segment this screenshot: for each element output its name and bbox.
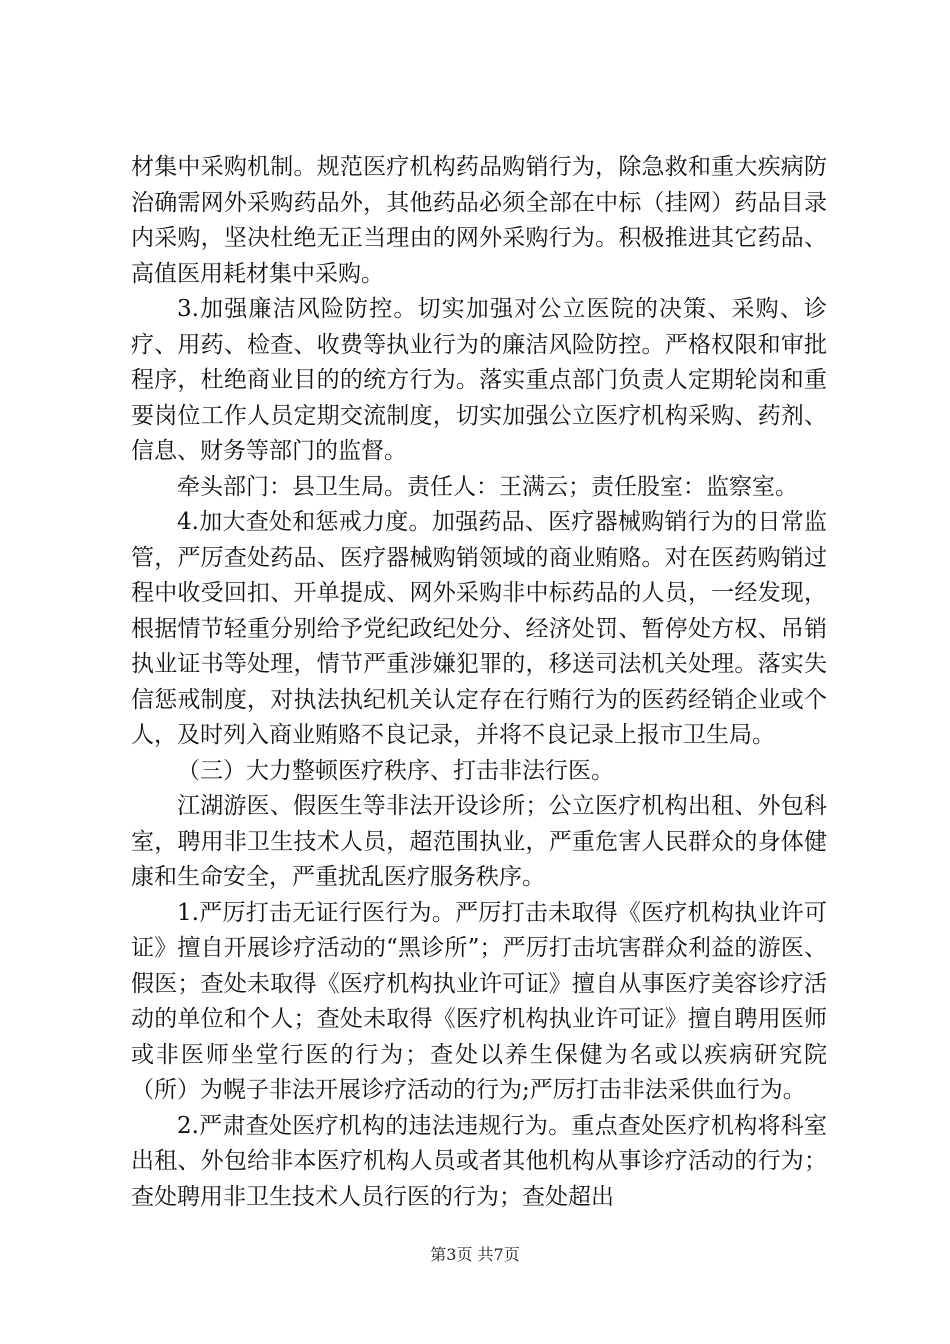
document-body — [131, 150, 827, 1215]
paragraph-5: 江湖游医、假医生等非法开设诊所；公立医疗机构出租、外包科室，聘用非卫生技术人员，超范围执业，严重危害人民群众的身体健康和生命安全，严重扰乱医疗服务秩序。 — [131, 793, 827, 890]
paragraph-3: 牵头部门：县卫生局。责任人：王满云；责任股室：监察室。 — [177, 473, 798, 500]
paragraph-2: 3.加强廉洁风险防控。切实加强对公立医院的决策、采购、诊疗、用药、检查、收费等执业行为的廉洁风险防控。严格权限和审批程序，杜绝商业目的的统方行为。落实重点部门负责人定期轮岗和重要岗位工作人员定期交流制度，切实加强公立医疗机构采购、药剂、信息、财务等部门的监督。 — [131, 296, 827, 464]
paragraph-1: 材集中采购机制。规范医疗机构药品购销行为，除急救和重大疾病防治确需网外采购药品外，其他药品必须全部在中标（挂网）药品目录内采购，坚决杜绝无正当理由的网外采购行为。积极推进其它药品、高值医用耗材集中采购。 — [131, 154, 827, 287]
section-heading: （三）大力整顿医疗秩序、打击非法行医。 — [177, 757, 614, 784]
paragraph-4: 4.加大查处和惩戒力度。加强药品、医疗器械购销行为的日常监管，严厉查处药品、医疗器械购销领域的商业贿赂。对在医药购销过程中收受回扣、开单提成、网外采购非中标药品的人员，一经发现，根据情节轻重分别给予党纪政纪处分、经济处罚、暂停处方权、吊销执业证书等处理，情节严重涉嫌犯罪的，移送司法机关处理。落实失信惩戒制度，对执法执纪机关认定存在行贿行为的医药经销企业或个人，及时列入商业贿赂不良记录，并将不良记录上报市卫生局。 — [131, 509, 827, 748]
page-footer: 第3页 共7页 — [430, 1245, 520, 1264]
paragraph-7: 2.严肃查处医疗机构的违法违规行为。重点查处医疗机构将科室出租、外包给非本医疗机构人员或者其他机构从事诊疗活动的行为；查处聘用非卫生技术人员行医的行为；查处超出 — [131, 1112, 827, 1210]
paragraph-6: 1.严厉打击无证行医行为。严厉打击未取得《医疗机构执业许可证》擅自开展诊疗活动的“黑诊所”；严厉打击坑害群众利益的游医、假医；查处未取得《医疗机构执业许可证》擅自从事医疗美容诊疗活动的单位和个人；查处未取得《医疗机构执业许可证》擅自聘用医师或非医师坐堂行医的行为；查处以养生保健为名或以疾病研究院（所）为幌子非法开展诊疗活动的行为;严厉打击非法采供血行为。 — [131, 899, 827, 1103]
